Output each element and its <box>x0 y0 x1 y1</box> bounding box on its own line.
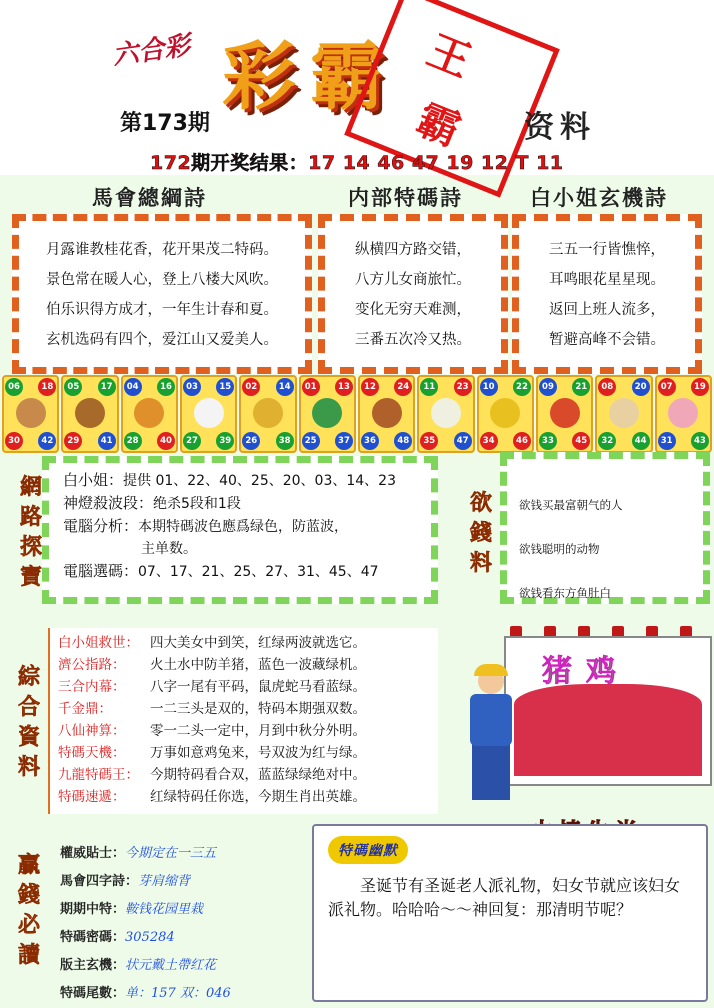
zodiac-number-ball: 02 <box>242 378 260 396</box>
zodiac-number-ball: 12 <box>361 378 379 396</box>
zodiac-number-ball: 17 <box>98 378 116 396</box>
horse-icon <box>372 398 402 428</box>
issue-number: 第173期 <box>120 111 210 136</box>
winning-tips-box <box>48 822 318 1004</box>
zodiac-card-dog <box>595 375 652 453</box>
zodiac-number-ball: 08 <box>598 378 616 396</box>
zodiac-number-ball: 34 <box>480 432 498 450</box>
poem-line: 玄机选码有四个，爱江山又爱美人。 <box>46 332 278 348</box>
composite-row: 八仙神算： 零一二头一定中，月到中秋分外明。 <box>58 723 366 739</box>
page-title: 彩霸 <box>222 34 398 120</box>
zodiac-number-ball: 09 <box>539 378 557 396</box>
zodiac-number-ball: 44 <box>632 432 650 450</box>
zodiac-number-ball: 38 <box>276 432 294 450</box>
zodiac-number-ball: 37 <box>335 432 353 450</box>
zodiac-number-ball: 31 <box>658 432 676 450</box>
zodiac-card-rooster <box>536 375 593 453</box>
zodiac-strip <box>0 375 714 453</box>
zodiac-number-ball: 36 <box>361 432 379 450</box>
paint-splash <box>514 684 702 776</box>
painter-figure-icon <box>460 668 520 802</box>
zodiac-number-ball: 33 <box>539 432 557 450</box>
zodiac-number-ball: 42 <box>38 432 56 450</box>
zodiac-number-ball: 20 <box>632 378 650 396</box>
zodiac-number-ball: 39 <box>216 432 234 450</box>
probe-row-wave: 神燈殺波段：绝杀5段和1段 <box>63 494 241 512</box>
composite-row: 千金鼎： 一二三头是双的，特码本期强双数。 <box>58 701 366 717</box>
probe-row-pc: 電腦分析：本期特碼波色應爲绿色，防蓝波， <box>63 517 349 535</box>
zodiac-number-ball: 27 <box>183 432 201 450</box>
humor-tag: 特碼幽默 <box>328 836 408 864</box>
poem-line: 暂避高峰不会错。 <box>549 332 665 348</box>
zodiac-number-ball: 13 <box>335 378 353 396</box>
humor-box <box>312 824 708 1002</box>
tip-row: 特碼尾數：单：157 双：046 <box>60 986 231 1001</box>
poem-line: 景色常在暖人心，登上八楼大风吹。 <box>46 272 278 288</box>
zodiac-number-ball: 43 <box>691 432 709 450</box>
zodiac-card-horse <box>358 375 415 453</box>
tip-row: 特碼密碼：305284 <box>60 930 175 945</box>
label-net-probe: 網路探寶 <box>19 474 42 590</box>
poem-title-bxj: 白小姐玄機詩 <box>530 185 668 210</box>
rooster-icon <box>550 398 580 428</box>
tip-row: 期期中特：鞍钱花园里栽 <box>60 902 204 917</box>
poem-title-internal: 内部特碼詩 <box>348 185 463 210</box>
rabbit-icon <box>194 398 224 428</box>
zodiac-number-ball: 23 <box>454 378 472 396</box>
painted-zodiac-word: 猪鸡 <box>542 654 630 689</box>
zodiac-card-ox <box>61 375 118 453</box>
zodiac-number-ball: 45 <box>572 432 590 450</box>
header-subtitle: 资料 <box>524 110 596 145</box>
zodiac-number-ball: 25 <box>302 432 320 450</box>
net-probe-box <box>42 456 438 604</box>
zodiac-number-ball: 47 <box>454 432 472 450</box>
zodiac-number-ball: 18 <box>38 378 56 396</box>
poem-title-horse-club: 馬會總綱詩 <box>92 185 207 210</box>
tiger-icon <box>134 398 164 428</box>
stamp-top-text: 王 <box>420 25 479 87</box>
pig-icon <box>668 398 698 428</box>
probe-row-bxj: 白小姐：提供 01、22、40、25、20、03、14、23 <box>63 471 396 489</box>
composite-row: 濟公指路： 火土水中防羊猪，蓝色一波藏绿机。 <box>58 657 366 673</box>
dragon-icon <box>253 398 283 428</box>
zodiac-card-monkey <box>477 375 534 453</box>
painter-illustration <box>460 610 710 810</box>
zodiac-number-ball: 40 <box>157 432 175 450</box>
zodiac-number-ball: 10 <box>480 378 498 396</box>
poem-box-internal <box>318 214 508 374</box>
stamp-bottom-text: 霸 <box>410 94 468 156</box>
zodiac-number-ball: 28 <box>124 432 142 450</box>
poem-line: 三五一行皆憔悴， <box>549 242 665 258</box>
zodiac-number-ball: 16 <box>157 378 175 396</box>
poem-line: 耳鸣眼花星星现。 <box>549 272 665 288</box>
zodiac-card-pig <box>655 375 712 453</box>
tip-row: 權威貼士：今期定在一三五 <box>60 846 217 861</box>
tip-row: 馬會四字詩：芽肩缩背 <box>60 874 191 889</box>
poem-line: 三番五次冷又热。 <box>355 332 471 348</box>
zodiac-number-ball: 14 <box>276 378 294 396</box>
goat-icon <box>431 398 461 428</box>
zodiac-number-ball: 32 <box>598 432 616 450</box>
zodiac-number-ball: 03 <box>183 378 201 396</box>
money-riddle: 欲钱看东方鱼肚白 <box>519 586 611 600</box>
composite-row: 白小姐救世： 四大美女中到笑，红绿两波就选它。 <box>58 635 366 651</box>
money-riddle: 欲钱买最富朝气的人 <box>519 498 623 512</box>
mouse-icon <box>16 398 46 428</box>
poem-box-horse-club <box>12 214 312 374</box>
zodiac-number-ball: 24 <box>394 378 412 396</box>
monkey-icon <box>490 398 520 428</box>
zodiac-card-rabbit <box>180 375 237 453</box>
zodiac-number-ball: 11 <box>420 378 438 396</box>
zodiac-number-ball: 30 <box>5 432 23 450</box>
composite-box <box>48 628 438 814</box>
composite-row: 特碼天機： 万事如意鸡兔来，号双波为红与绿。 <box>58 745 366 761</box>
label-money: 欲錢料 <box>469 490 492 576</box>
ox-icon <box>75 398 105 428</box>
poem-line: 变化无穷天难测， <box>355 302 471 318</box>
poem-line: 返回上班人流多， <box>549 302 665 318</box>
zodiac-number-ball: 46 <box>513 432 531 450</box>
zodiac-number-ball: 48 <box>394 432 412 450</box>
dog-icon <box>609 398 639 428</box>
zodiac-number-ball: 35 <box>420 432 438 450</box>
poem-line: 八方儿女商旅忙。 <box>355 272 471 288</box>
money-riddle: 欲钱聪明的动物 <box>519 542 600 556</box>
zodiac-card-dragon <box>239 375 296 453</box>
zodiac-number-ball: 26 <box>242 432 260 450</box>
snake-icon <box>312 398 342 428</box>
poem-line: 伯乐识得方成才，一年生计春和夏。 <box>46 302 278 318</box>
probe-row-pick: 電腦選碼：07、17、21、25、27、31、45、47 <box>63 562 379 580</box>
money-riddle-box <box>500 452 710 604</box>
zodiac-card-tiger <box>121 375 178 453</box>
composite-row: 九龍特碼王： 今期特码看合双，蓝蓝绿绿绝对中。 <box>58 767 366 783</box>
header <box>0 0 714 175</box>
zodiac-number-ball: 41 <box>98 432 116 450</box>
zodiac-number-ball: 07 <box>658 378 676 396</box>
zodiac-number-ball: 15 <box>216 378 234 396</box>
composite-row: 三合内幕： 八字一尾有平码，鼠虎蛇马看蓝绿。 <box>58 679 366 695</box>
probe-row-pc2: 主单数。 <box>141 541 197 557</box>
zodiac-number-ball: 29 <box>64 432 82 450</box>
poem-line: 月露谁教桂花香，花开果茂二特码。 <box>46 242 278 258</box>
zodiac-number-ball: 06 <box>5 378 23 396</box>
zodiac-number-ball: 01 <box>302 378 320 396</box>
zodiac-card-snake <box>299 375 356 453</box>
zodiac-card-goat <box>417 375 474 453</box>
zodiac-number-ball: 21 <box>572 378 590 396</box>
poem-line: 纵横四方路交错， <box>355 242 471 258</box>
zodiac-card-mouse <box>2 375 59 453</box>
composite-row: 特碼速遞： 红绿特码任你选，今期生肖出英雄。 <box>58 789 366 805</box>
zodiac-number-ball: 19 <box>691 378 709 396</box>
label-winning: 贏錢必讀 <box>17 852 40 968</box>
zodiac-number-ball: 22 <box>513 378 531 396</box>
draw-result: 172期开奖结果：17 14 46 47 19 12 T 11 <box>150 152 564 174</box>
zodiac-number-ball: 04 <box>124 378 142 396</box>
tip-row: 版主玄機：状元戴土帶红花 <box>60 958 217 973</box>
zodiac-number-ball: 05 <box>64 378 82 396</box>
brand-logo: 六合彩 <box>110 30 193 72</box>
label-composite: 綜合資料 <box>17 664 40 780</box>
humor-text: 圣诞节有圣诞老人派礼物，妇女节就应该妇女派礼物。哈哈哈～～神回复：那清明节呢？ <box>328 876 681 919</box>
poem-box-bxj <box>512 214 702 374</box>
